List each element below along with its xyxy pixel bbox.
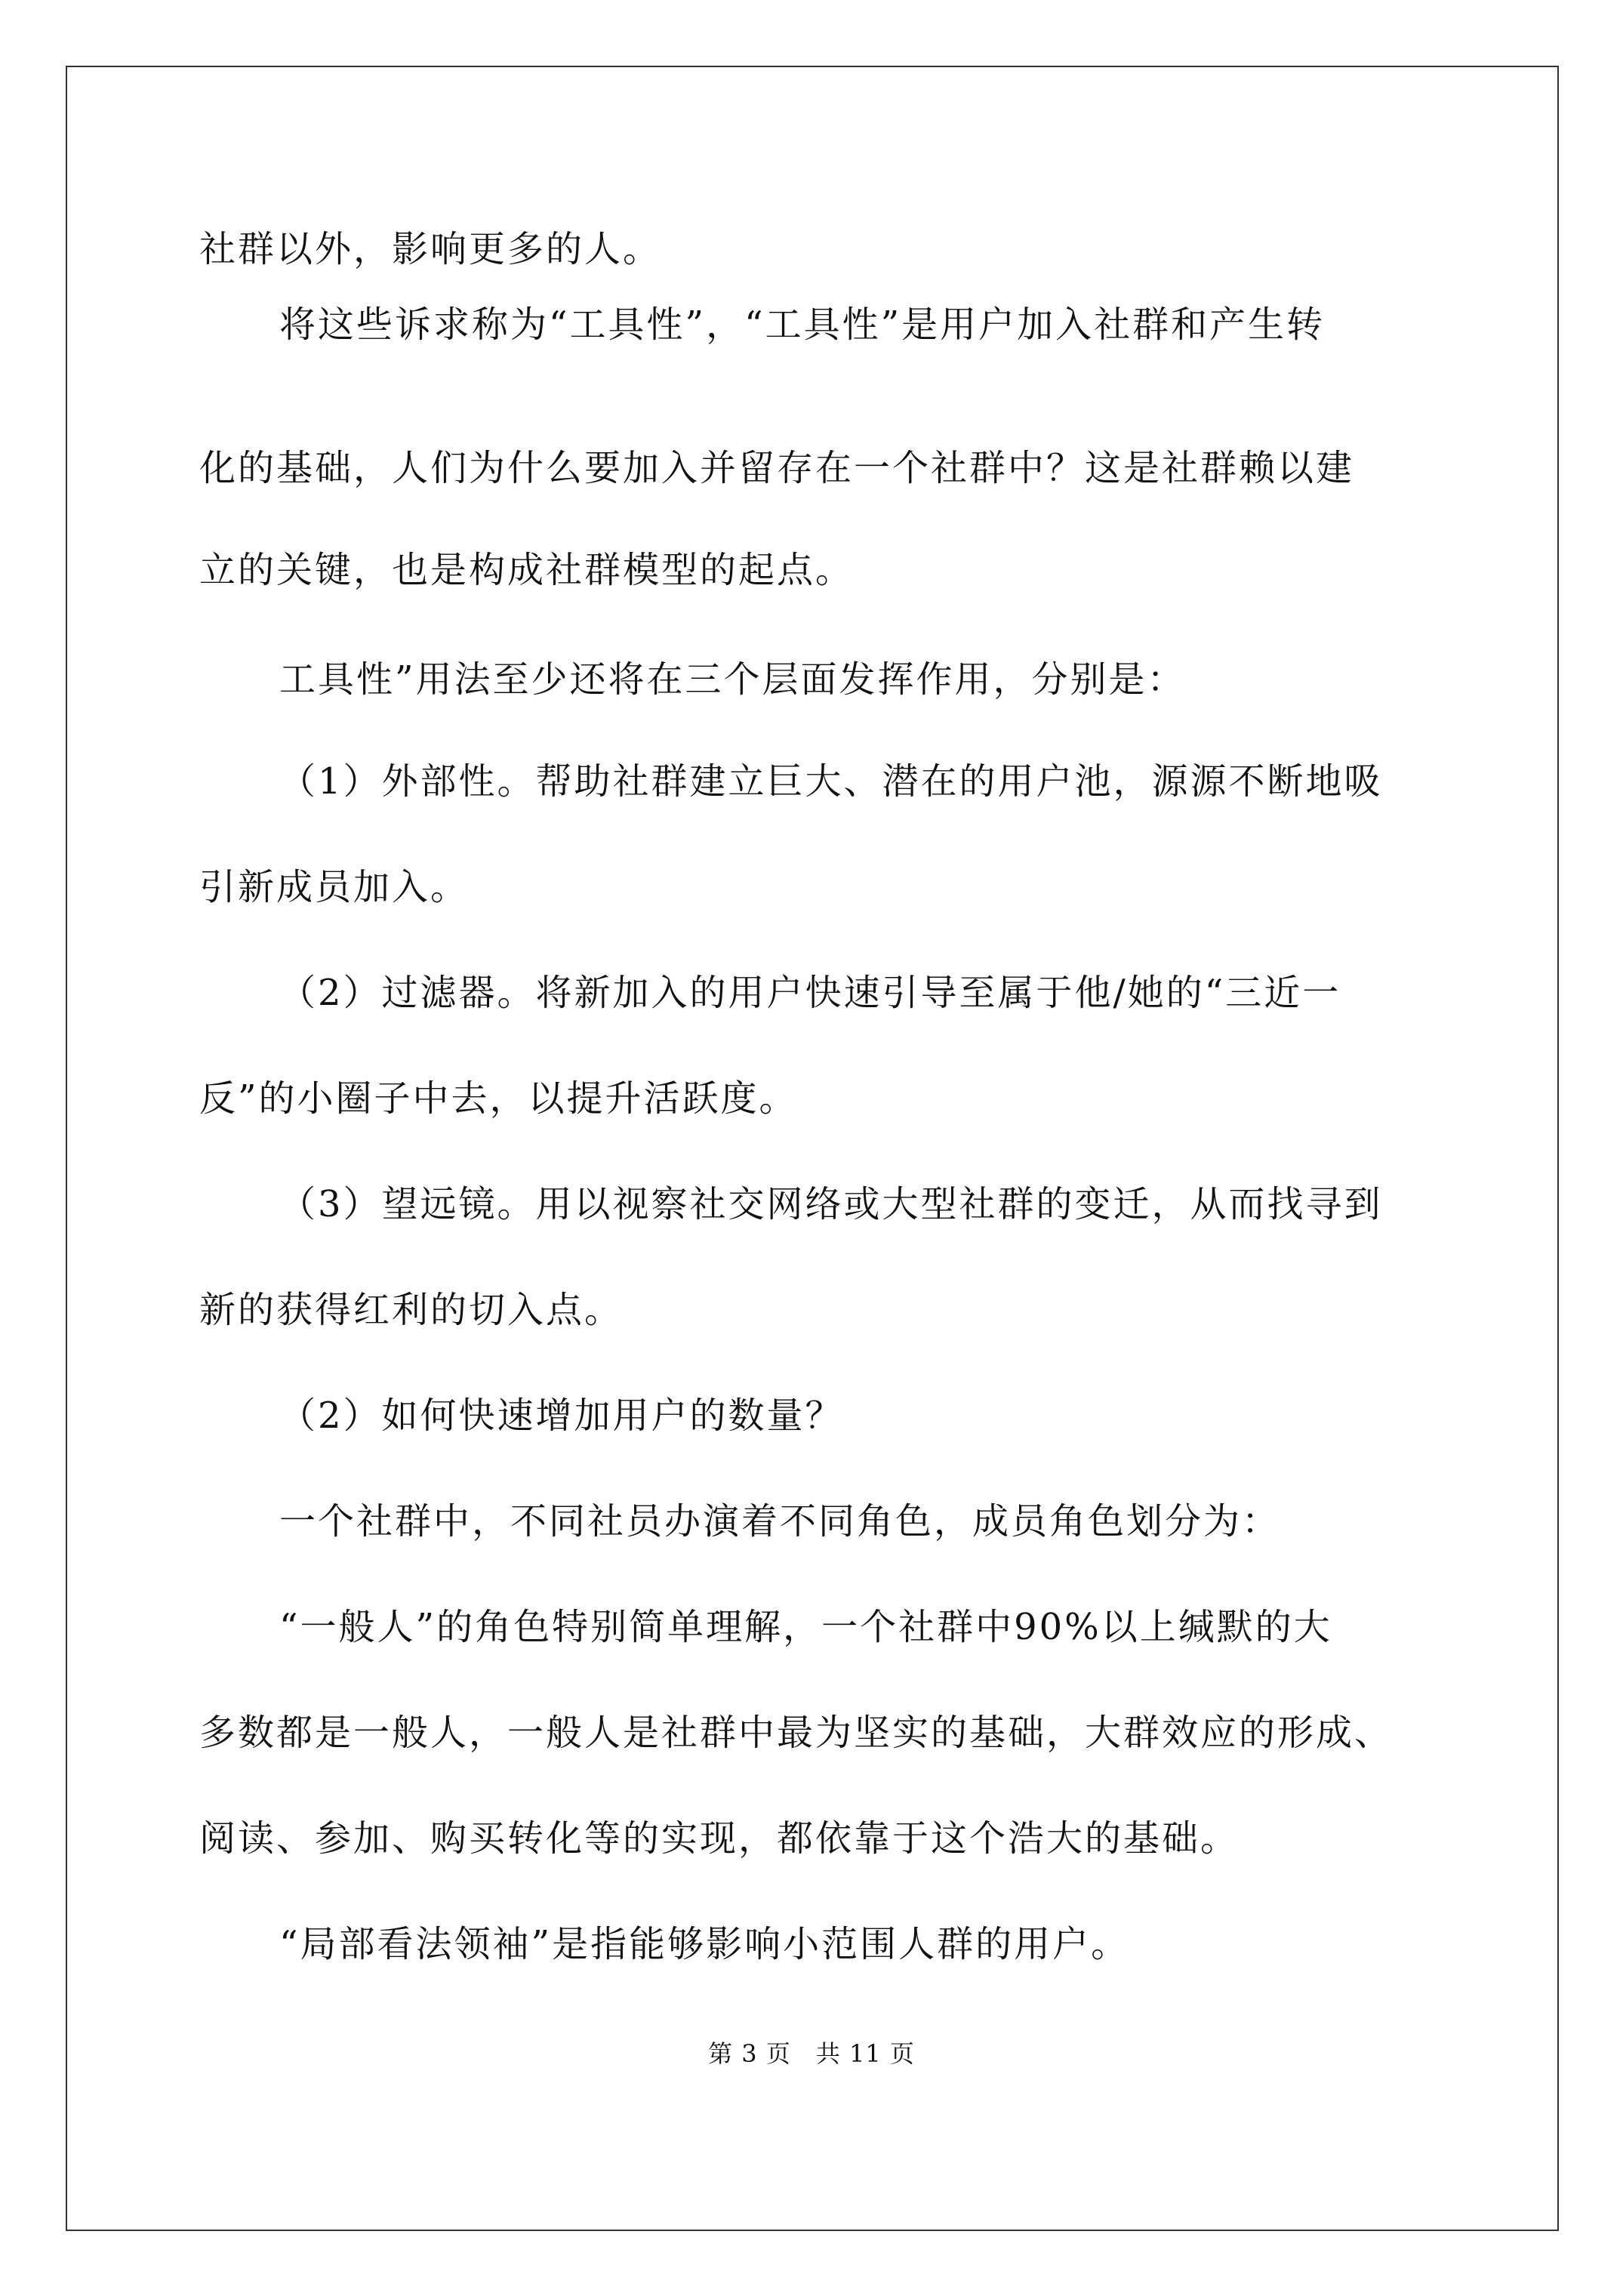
paragraph-line: 工具性”用法至少还将在三个层面发挥作用，分别是： [279,658,1186,701]
page-border [66,66,1559,2231]
paragraph-line: “局部看法领袖”是指能够影响小范围人群的用户。 [279,1923,1130,1965]
text-line: 立的关键，也是构成社群模型的起点。 [199,549,855,591]
text-line: 多数都是一般人，一般人是社群中最为坚实的基础，大群效应的形成、 [199,1712,1394,1754]
text-line: 阅读、参加、购买转化等的实现，都依靠于这个浩大的基础。 [199,1817,1240,1860]
paragraph-line: （2）如何快速增加用户的数量？ [279,1395,844,1437]
paragraph-line: （2）过滤器。将新加入的用户快速引导至属于他/她的“三近一 [279,972,1341,1014]
paragraph-line: “一般人”的角色特别简单理解，一个社群中90%以上缄默的大 [279,1606,1332,1648]
text-line: 反”的小圈子中去，以提升活跃度。 [199,1077,798,1120]
paragraph-line: （3）望远镜。用以视察社交网络或大型社群的变迁，从而找寻到 [279,1183,1383,1225]
text-line: 新的获得红利的切入点。 [199,1289,624,1331]
page-number-footer: 第 3 页 共 11 页 [708,2039,915,2068]
text-line: 社群以外，影响更多的人。 [199,228,662,270]
text-line: 化的基础，人们为什么要加入并留存在一个社群中？这是社群赖以建 [199,447,1355,489]
paragraph-line: 将这些诉求称为“工具性”，“工具性”是用户加入社群和产生转 [279,304,1326,346]
paragraph-line: 一个社群中，不同社员办演着不同角色，成员角色划分为： [279,1500,1281,1542]
text-line: 引新成员加入。 [199,866,470,908]
paragraph-line: （1）外部性。帮助社群建立巨大、潜在的用户池，源源不断地吸 [279,760,1383,803]
